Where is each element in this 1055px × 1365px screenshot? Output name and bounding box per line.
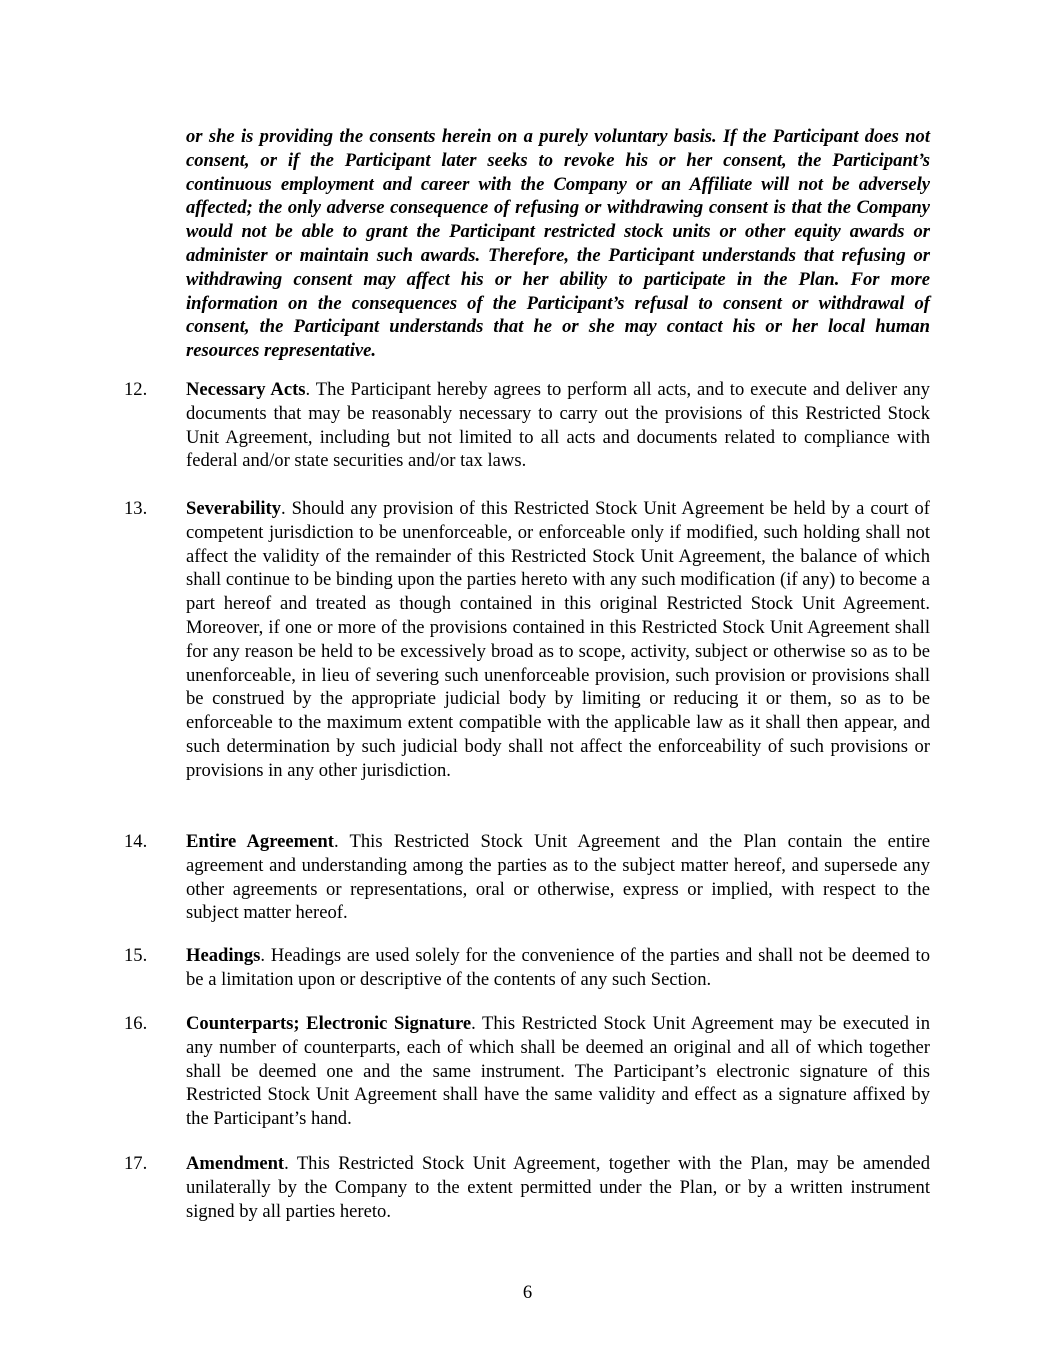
section-number: 12.	[124, 379, 148, 400]
section-text: . Headings are used solely for the convenience of the parties and shall not be deemed to be a limitation upon or descriptive of the contents of any such Section.	[186, 945, 930, 990]
section-text: . Should any provision of this Restricted Stock Unit Agreement be held by a court of competent jurisdiction to be unenforceable, or enforceable only if modified, such holding shall not affect the validity of the remainder of this Restricted Stock Unit Agreement, the balance of which shall continue to be binding upon the parties hereto with any such modification (if any) to become a part hereof and treated as though contained in this original Restricted Stock Unit Agreement. Moreover, if one or more of the provisions contained in this Restricted Stock Unit Agreement shall for any reason be held to be excessively broad as to scope, activity, subject or otherwise so as to be unenforceable, in lieu of severing such unenforceable provision, such provision or provisions shall be construed by the appropriate judicial body by limiting or reducing it or them, so as to be enforceable to the maximum extent compatible with the applicable law as it shall then appear, and such determination by such judicial body shall not affect the enforceability of such provisions or provisions in any other jurisdiction.	[186, 498, 930, 781]
section-body	[186, 830, 930, 925]
section-title: Necessary Acts	[186, 379, 306, 400]
section-title: Severability	[186, 498, 282, 519]
section-title: Entire Agreement	[186, 831, 334, 852]
section-body	[186, 1152, 930, 1223]
section-number: 16.	[124, 1013, 148, 1034]
section-number: 14.	[124, 831, 148, 852]
section-text: . This Restricted Stock Unit Agreement and the Plan contain the entire agreement and understanding among the parties as to the subject matter hereof, and supersede any other agreements or representations, oral or otherwise, express or implied, with respect to the subject matter hereof.	[186, 831, 930, 924]
section-title: Amendment	[186, 1153, 285, 1174]
section-number: 15.	[124, 945, 148, 966]
intro-paragraph: or she is providing the consents herein on a purely voluntary basis. If the Participant does not consent, or if the Participant later seeks to revoke his or her consent, the Participant’s continuous employment and career with the Company or an Affiliate will not be adversely affected; the only adverse consequence of refusing or withdrawing consent is that the Company would not be able to grant the Participant restricted stock units or other equity awards or administer or maintain such awards. Therefore, the Participant understands that refusing or withdrawing consent may affect his or her ability to participate in the Plan. For more information on the consequences of the Participant’s refusal to consent or withdrawal of consent, the Participant understands that he or she may contact his or her local human resources representative.	[186, 126, 930, 362]
section-title: Headings	[186, 945, 261, 966]
section-body	[186, 378, 930, 473]
page-number: 6	[522, 1282, 533, 1303]
section-body	[186, 1012, 930, 1131]
section-title: Counterparts; Electronic Signature	[186, 1013, 472, 1034]
section-number: 17.	[124, 1153, 148, 1174]
section-number: 13.	[124, 498, 148, 519]
section-text: . The Participant hereby agrees to perform all acts, and to execute and deliver any documents that may be reasonably necessary to carry out the provisions of this Restricted Stock Unit Agreement, including but not limited to all acts and documents related to compliance with federal and/or state securities and/or tax laws.	[186, 379, 930, 472]
section-body	[186, 944, 930, 992]
section-body	[186, 497, 930, 783]
section-text: . This Restricted Stock Unit Agreement, together with the Plan, may be amended unilaterally by the Company to the extent permitted under the Plan, or by a written instrument signed by all parties hereto.	[186, 1153, 930, 1222]
section-text: . This Restricted Stock Unit Agreement may be executed in any number of counterparts, each of which shall be deemed an original and all of which together shall be deemed one and the same instrument. The Participant’s electronic signature of this Restricted Stock Unit Agreement shall have the same validity and effect as a signature affixed by the Participant’s hand.	[186, 1013, 930, 1130]
